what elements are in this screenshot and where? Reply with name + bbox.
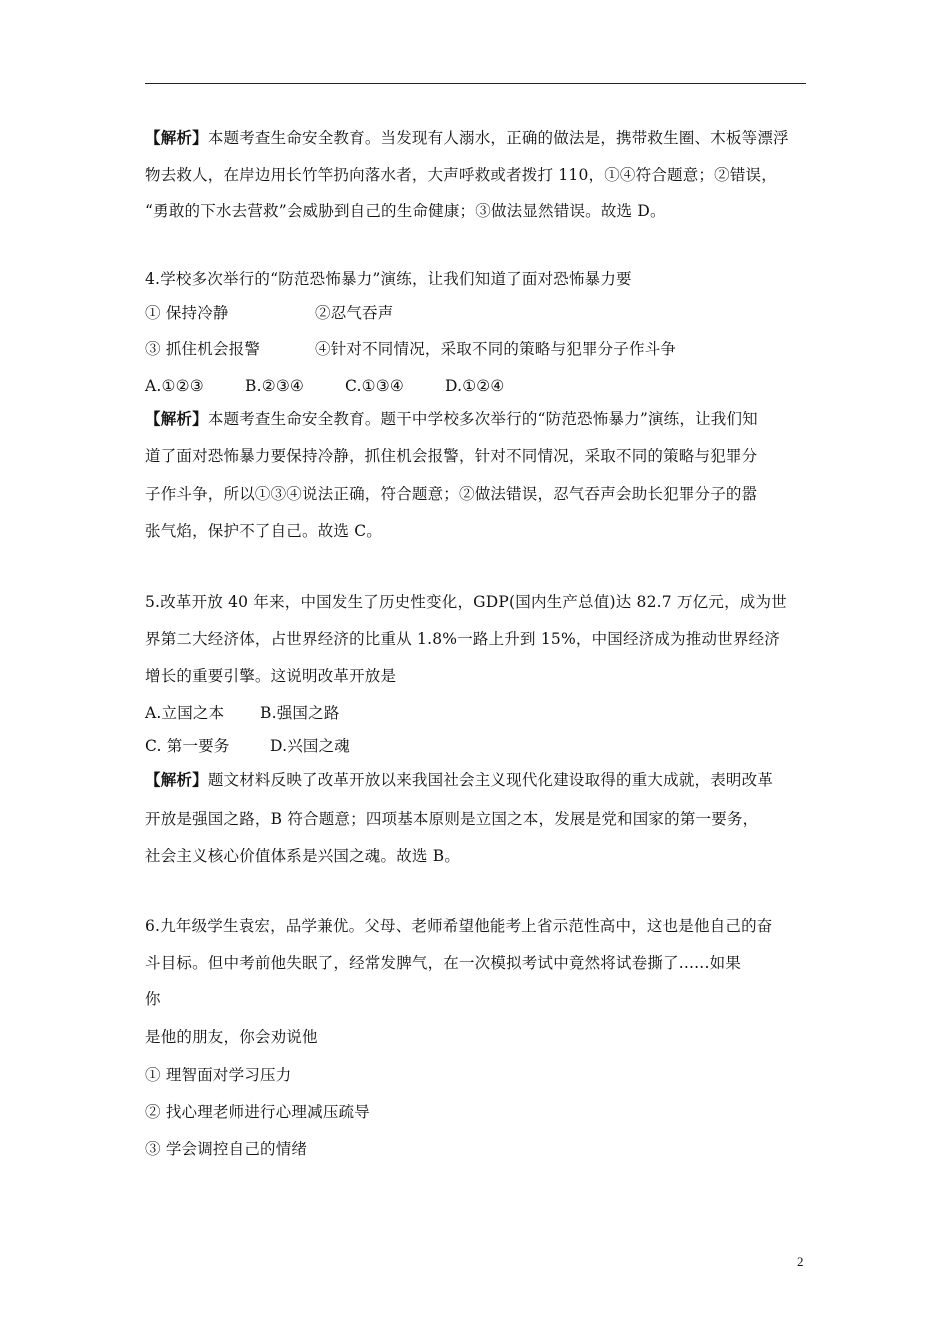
q4-items-row-2 xyxy=(145,339,825,359)
q4-analysis-line-3: 子作斗争，所以①③④说法正确，符合题意；②做法错误，忍气吞声会助长犯罪分子的嚣 xyxy=(145,485,758,503)
q4-item-2: ②忍气吞声 xyxy=(315,304,394,322)
q5-stem-line-3: 增长的重要引擎。这说明改革开放是 xyxy=(145,667,397,685)
header-rule xyxy=(145,83,806,84)
q4-analysis-line-2: 道了面对恐怖暴力要保持冷静，抓住机会报警，针对不同情况，采取不同的策略与犯罪分 xyxy=(145,447,758,465)
q5-choice-d: D.兴国之魂 xyxy=(270,737,351,755)
q4-items-row-1 xyxy=(145,303,825,323)
q6-item-1: ① 理智面对学习压力 xyxy=(145,1066,292,1084)
analysis-text: 本题考查生命安全教育。题干中学校多次举行的“防范恐怖暴力”演练，让我们知 xyxy=(207,410,758,428)
analysis-text: 题文材料反映了改革开放以来我国社会主义现代化建设取得的重大成就，表明改革 xyxy=(207,771,774,789)
q4-item-1: ① 保持冷静 xyxy=(145,304,229,322)
analysis-tag: 【解析】 xyxy=(145,409,208,428)
q5-analysis-line-2: 开放是强国之路，B 符合题意；四项基本原则是立国之本，发展是党和国家的第一要务， xyxy=(145,810,759,828)
q5-analysis-line-3: 社会主义核心价值体系是兴国之魂。故选 B。 xyxy=(145,847,461,865)
analysis-tag: 【解析】 xyxy=(145,128,208,147)
q4-choice-c: C.①③④ xyxy=(345,377,404,395)
q3-analysis-line-2: 物去救人，在岸边用长竹竿扔向落水者，大声呼救或者拨打 110，①④符合题意；②错误， xyxy=(145,166,777,184)
q5-analysis-line-1 xyxy=(145,770,825,790)
q5-stem-line-1: 5.改革开放 40 年来，中国发生了历史性变化，GDP(国内生产总值)达 82.7 万亿元，成为世 xyxy=(145,593,787,611)
analysis-tag: 【解析】 xyxy=(145,770,208,789)
analysis-text: 本题考查生命安全教育。当发现有人溺水，正确的做法是，携带救生圈、木板等漂浮 xyxy=(207,129,789,147)
q6-item-2: ② 找心理老师进行心理减压疏导 xyxy=(145,1103,370,1121)
q4-choices xyxy=(145,376,825,396)
page-number: 2 xyxy=(797,1254,804,1269)
q5-choices-row-1 xyxy=(145,703,825,723)
q5-choice-b: B.强国之路 xyxy=(260,704,340,722)
q5-choices-row-2 xyxy=(145,736,825,756)
q4-stem: 4.学校多次举行的“防范恐怖暴力”演练，让我们知道了面对恐怖暴力要 xyxy=(145,270,632,288)
q4-choice-d: D.①②④ xyxy=(445,377,505,395)
q6-stem-line-3: 你 xyxy=(145,990,161,1008)
q6-stem-line-2: 斗目标。但中考前他失眠了，经常发脾气，在一次模拟考试中竟然将试卷撕了......如果 xyxy=(145,954,741,972)
q4-item-4: ④针对不同情况，采取不同的策略与犯罪分子作斗争 xyxy=(315,340,677,358)
q6-stem-line-4: 是他的朋友，你会劝说他 xyxy=(145,1028,318,1046)
q4-item-3: ③ 抓住机会报警 xyxy=(145,340,261,358)
q4-choice-b: B.②③④ xyxy=(245,377,305,395)
q4-choice-a: A.①②③ xyxy=(145,377,204,395)
q6-stem-line-1: 6.九年级学生袁宏，品学兼优。父母、老师希望他能考上省示范性高中，这也是他自己的奋 xyxy=(145,917,773,935)
q4-analysis-line-4: 张气焰，保护不了自己。故选 C。 xyxy=(145,522,382,540)
q5-choice-a: A.立国之本 xyxy=(145,704,225,722)
q3-analysis-line-1 xyxy=(145,128,825,148)
q6-item-3: ③ 学会调控自己的情绪 xyxy=(145,1140,308,1158)
q5-choice-c: C. 第一要务 xyxy=(145,737,230,755)
q3-analysis-line-3: “勇敢的下水去营救”会威胁到自己的生命健康；③做法显然错误。故选 D。 xyxy=(145,202,666,220)
q5-stem-line-2: 界第二大经济体，占世界经济的比重从 1.8%一路上升到 15%，中国经济成为推动世界经济 xyxy=(145,630,780,648)
q4-analysis-line-1 xyxy=(145,409,825,429)
